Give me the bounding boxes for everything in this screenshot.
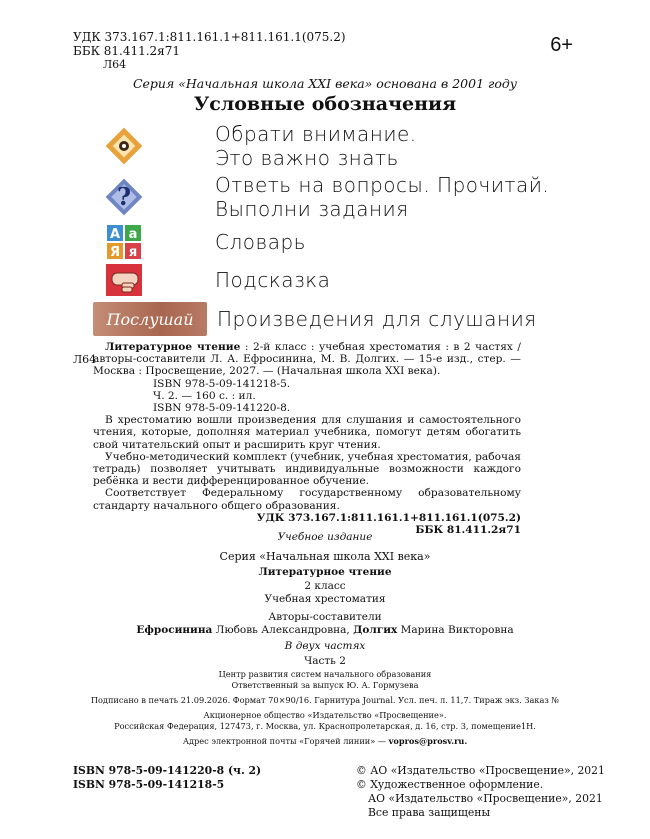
- copyright-line: © Художественное оформление.: [356, 778, 544, 791]
- question-icon: [93, 175, 155, 219]
- footer-isbn: [73, 764, 261, 792]
- top-classification: [73, 30, 346, 58]
- listen-badge: Послушай: [93, 302, 207, 336]
- series-note: Серия «Начальная школа XXI века» основана в 2001 году: [132, 76, 518, 91]
- author2-surname: Долгих: [353, 624, 398, 636]
- hint-icon: [93, 258, 155, 302]
- authors-line: [0, 624, 650, 638]
- hotline-label: Адрес электронной почты «Горячей линии» —: [182, 735, 389, 746]
- edition-type: Учебное издание: [277, 531, 373, 543]
- legend-text-line: Выполни задания: [215, 197, 409, 221]
- legend-text-line: Словарь: [215, 230, 306, 254]
- author1-name: Любовь Александровна,: [212, 624, 354, 636]
- author1-surname: Ефросинина: [136, 624, 213, 636]
- catalog-description: [93, 341, 521, 378]
- imprint-parts: В двух частях: [284, 639, 366, 652]
- catalog-title: Литературное чтение: [105, 341, 241, 353]
- catalog-paragraph: Соответствует Федеральному государственному образовательному стандарту начального общего образования.: [93, 487, 521, 512]
- legend-text-line: Обрати внимание.: [215, 122, 417, 146]
- legend-title: Условные обозначения: [193, 93, 457, 115]
- catalog-bbk: ББК 81.411.2я71: [415, 524, 521, 537]
- catalog-paragraph: В хрестоматию вошли произведения для слушания и самостоятельного чтения, которые, дополняя материал учебника, помогут детям обогатить свой читательский опыт и расширить круг чтения.: [93, 414, 521, 451]
- imprint-block: [0, 531, 650, 747]
- legend-text-line: Подсказка: [215, 268, 331, 292]
- age-rating: 6+: [550, 34, 573, 56]
- isbn-total: ISBN 978-5-09-141218-5: [73, 778, 225, 791]
- legend-text-line: Произведения для слушания: [217, 307, 537, 331]
- udk-code: УДК 373.167.1:811.161.1+811.161.1(075.2): [73, 30, 346, 44]
- footer-copyright: [356, 764, 605, 820]
- svg-text:?: ?: [116, 182, 132, 211]
- legend-text-line: Ответь на вопросы. Прочитай.: [215, 173, 550, 197]
- imprint-grade: 2 класс: [304, 579, 346, 592]
- imprint-kind: Учебная хрестоматия: [264, 593, 386, 605]
- svg-text:А: А: [109, 227, 121, 242]
- catalog-paragraph: Учебно-методический комплект (учебник, учебная хрестоматия, рабочая тетрадь) позволяет учитывать индивидуальные возможности каждого ребёнка и вести дифференцированное обучение.: [93, 450, 521, 488]
- catalog-isbn-block: [93, 378, 521, 415]
- legend-item-listen: [93, 302, 563, 336]
- author-mark: Л64: [103, 58, 127, 71]
- legend-text-line: Это важно знать: [215, 146, 399, 170]
- imprint-responsible: Ответственный за выпуск Ю. А. Гормузева: [231, 679, 419, 690]
- isbn-line: ISBN 978-5-09-141218-5.: [153, 377, 291, 390]
- catalog-udk: УДК 373.167.1:811.161.1+811.161.1(075.2): [256, 511, 521, 524]
- authors-label: Авторы-составители: [268, 610, 382, 623]
- imprint-title: Литературное чтение: [258, 566, 392, 578]
- svg-text:я: я: [128, 245, 138, 260]
- svg-text:Я: Я: [109, 245, 121, 260]
- imprint-part: Часть 2: [304, 655, 346, 667]
- hotline-email: vopros@prosv.ru.: [388, 735, 468, 746]
- legend-item-hint: [93, 258, 563, 302]
- publisher: Акционерное общество «Издательство «Просвещение».: [203, 709, 447, 720]
- isbn-part: ISBN 978-5-09-141220-8 (ч. 2): [73, 764, 262, 777]
- svg-text:а: а: [128, 227, 138, 242]
- isbn-line: Ч. 2. — 160 с. : ил.: [153, 389, 256, 402]
- bbk-code: ББК 81.411.2я71: [73, 44, 181, 58]
- copyright-line: © АО «Издательство «Просвещение», 2021: [356, 764, 605, 777]
- author2-name: Марина Викторовна: [397, 624, 514, 636]
- copyright-line: АО «Издательство «Просвещение», 2021: [368, 792, 603, 805]
- hotline-line: [0, 736, 650, 747]
- attention-icon: [93, 124, 155, 168]
- catalog-code: Л64: [73, 353, 97, 366]
- isbn-line: ISBN 978-5-09-141220-8.: [153, 402, 291, 415]
- rights-line: Все права защищены: [368, 806, 491, 819]
- catalog-description-text: : 2-й класс : учебная хрестоматия : в 2 частях / авторы-составители Л. А. Ефросинина, М. В. Долгих. — 15-е изд., стер. — Москва : Просвещение, 2027. — (Начальная школа XXI века).: [93, 341, 521, 378]
- catalog-card: [93, 341, 521, 536]
- imprint-series: Серия «Начальная школа XXI века»: [219, 549, 431, 563]
- print-info: Подписано в печать 21.09.2026. Формат 70×90/16. Гарнитура Journal. Усл. печ. л. 11,7. Тираж экз. Заказ №: [90, 694, 560, 705]
- legend-item-attention: [93, 122, 563, 170]
- publisher-address: Российская Федерация, 127473, г. Москва, ул. Краснопролетарская, д. 16, стр. 3, помещение1Н.: [114, 720, 536, 731]
- legend-item-question: [93, 173, 563, 221]
- imprint-center: Центр развития систем начального образования: [218, 668, 432, 679]
